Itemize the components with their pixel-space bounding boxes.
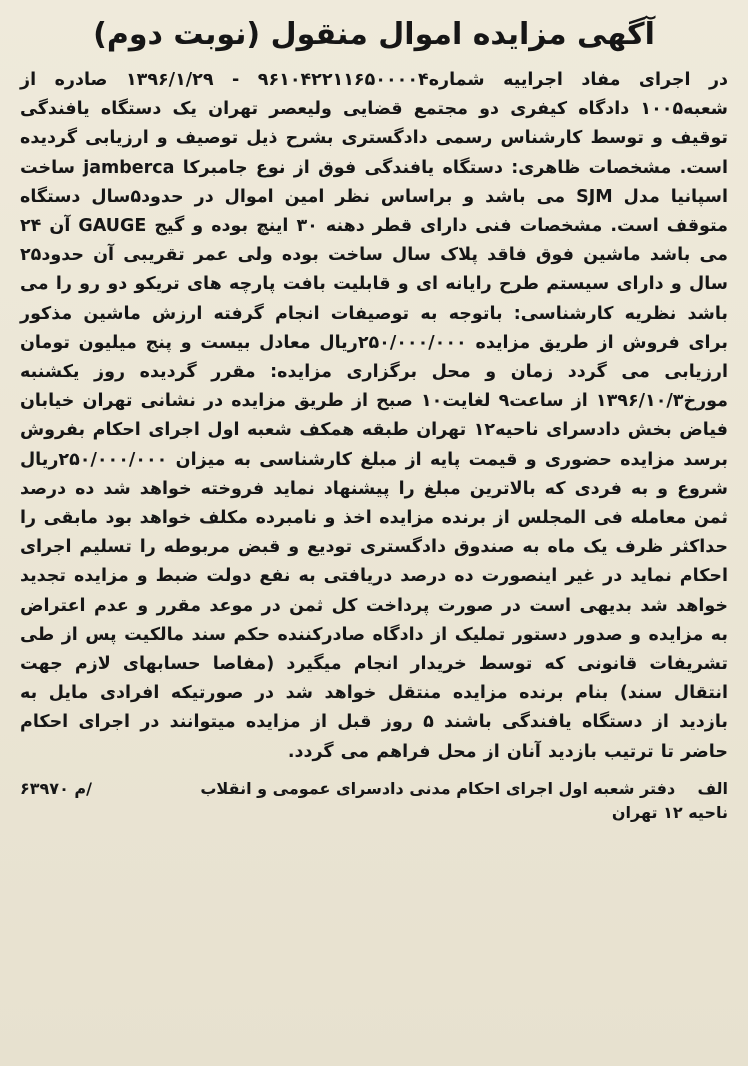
footer-district: ناحیه ۱۲ تهران xyxy=(611,802,728,822)
footer-office-line xyxy=(200,777,728,801)
notice-body xyxy=(20,66,728,767)
notice-title: آگهی مزایده اموال منقول (نوبت دوم) xyxy=(93,17,655,52)
notice-footer xyxy=(20,777,728,825)
footer-prefix: الف xyxy=(697,778,728,798)
footer-row xyxy=(20,777,728,801)
notice-text: در اجرای مفاد اجراییه شماره۹۶۱۰۴۲۲۱۱۶۵۰۰۰۰۴ - ۱۳۹۶/۱/۲۹ صادره از شعبه۱۰۰۵ دادگاه کیفری دو مجتمع قضایی ولیعصر تهران یک دستگاه یافندگی توقیف و توسط کارشناس رسمی دادگستری بشرح ذیل توصیف و ارزیابی گردیده است. مشخصات ظاهری: دستگاه یافندگی فوق از نوع جامبرکا jamberca ساخت اسپانیا مدل SJM می باشد و براساس نظر امین اموال در حدود۵سال دستگاه متوقف است. مشخصات فنی دارای قطر دهنه ۳۰ اینچ بوده و گیج GAUGE آن ۲۴ می باشد ماشین فوق فاقد پلاک سال ساخت بوده ولی عمر تقریبی آن حدود۲۵ سال و دارای سیستم طرح رایانه ای و قابلیت بافت پارچه های تریکو دو رو را می باشد نظریه کارشناسی: باتوجه به توصیفات انجام گرفته ارزش ماشین مذکور برای فروش از طریق مزایده ۲۵۰/۰۰۰/۰۰۰ریال معادل بیست و پنج میلیون تومان ارزیابی می گردد زمان و محل برگزاری مزایده: مقرر گردیده روز یکشنبه مورخ۱۳۹۶/۱۰/۳ از ساعت۹ لغایت۱۰ صبح از طریق مزایده در نشانی تهران خیابان فیاض بخش دادسرای ناحیه۱۲ تهران طبقه همکف شعبه اول اجرای احکام بفروش برسد مزایده حضوری و قیمت پایه از مبلغ کارشناسی به میزان ۲۵۰/۰۰۰/۰۰۰ریال شروع و به فردی که بالاترین مبلغ را پیشنهاد نماید فروخته خواهد شد ده درصد ثمن معامله فی المجلس از برنده مزایده اخذ و نامبرده مکلف خواهد بود مابقی را حداکثر ظرف یک ماه به صندوق دادگستری تودیع و قبض مربوطه را تسلیم اجرای احکام نماید در غیر اینصورت ده درصد دریافتی به نفع دولت ضبط و مزایده تجدید خواهد شد بدیهی است در صورت پرداخت کل ثمن در موعد مقرر و عدم اعتراض به مزایده و صدور دستور تملیک از دادگاه صادرکننده حکم سند مالکیت پس از طی تشریفات قانونی که توسط خریدار انجام میگیرد (مفاصا حسابهای لازم جهت انتقال سند) بنام برنده مزایده منتقل خواهد شد در صورتیکه افرادی مایل به بازدید از دستگاه یافندگی باشند ۵ روز قبل از مزایده میتوانند در اجرای احکام حاضر تا ترتیب بازدید آنان از محل فراهم می گردد. xyxy=(20,70,728,762)
ad-code: ۶۳۹۷۰ م/ xyxy=(20,778,92,798)
footer-office: دفتر شعبه اول اجرای احکام مدنی دادسرای عمومی و انقلاب xyxy=(200,778,676,798)
